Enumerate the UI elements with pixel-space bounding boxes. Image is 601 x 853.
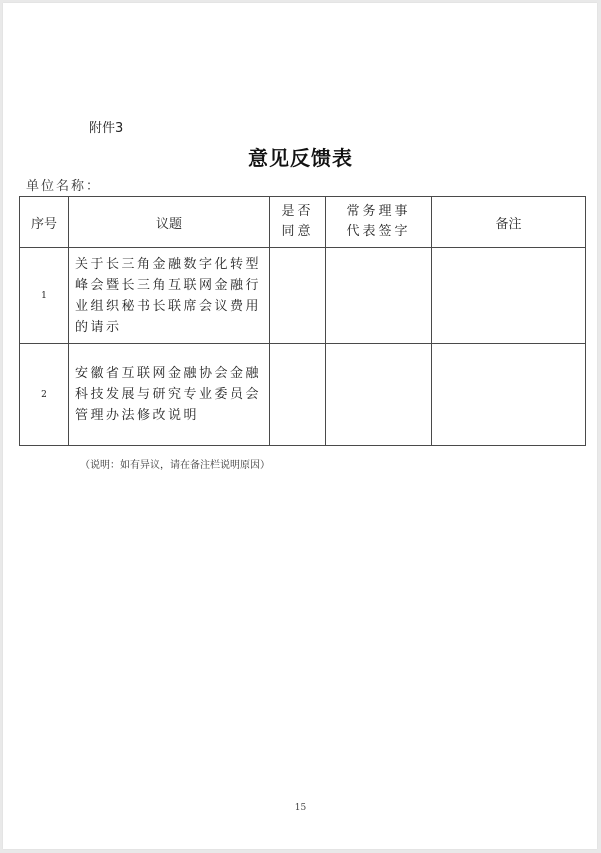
header-sign-line2: 代表签字 (346, 224, 411, 239)
header-topic: 议题 (69, 197, 270, 248)
row-agree-cell[interactable] (270, 248, 326, 344)
row-topic: 安徽省互联网金融协会金融科技发展与研究专业委员会管理办法修改说明 (69, 344, 270, 446)
attachment-label: 附件3 (89, 121, 124, 136)
header-director-signature (326, 197, 432, 248)
row-agree-cell[interactable] (270, 344, 326, 446)
row-topic: 关于长三角金融数字化转型峰会暨长三角互联网金融行业组织秘书长联席会议费用的请示 (69, 248, 270, 344)
header-sign-line1: 常务理事 (346, 204, 411, 219)
row-serial-number: 2 (20, 344, 69, 446)
row-signature-cell[interactable] (326, 248, 432, 344)
page-title: 意见反馈表 (248, 146, 353, 170)
row-remarks-cell[interactable] (432, 248, 586, 344)
header-agree-line1: 是否 (281, 204, 314, 219)
table-header-row (20, 197, 586, 248)
row-remarks-cell[interactable] (432, 344, 586, 446)
header-serial-number: 序号 (20, 197, 69, 248)
header-agree-line2: 同意 (281, 224, 314, 239)
row-serial-number: 1 (20, 248, 69, 344)
feedback-table (19, 196, 586, 446)
page-number: 15 (294, 803, 307, 813)
header-agree (270, 197, 326, 248)
unit-name-label: 单位名称： (26, 179, 102, 194)
row-signature-cell[interactable] (326, 344, 432, 446)
table-note: （说明：如有异议，请在备注栏说明原因） (80, 460, 270, 471)
table-row (20, 344, 586, 446)
header-remarks: 备注 (432, 197, 586, 248)
table-row (20, 248, 586, 344)
